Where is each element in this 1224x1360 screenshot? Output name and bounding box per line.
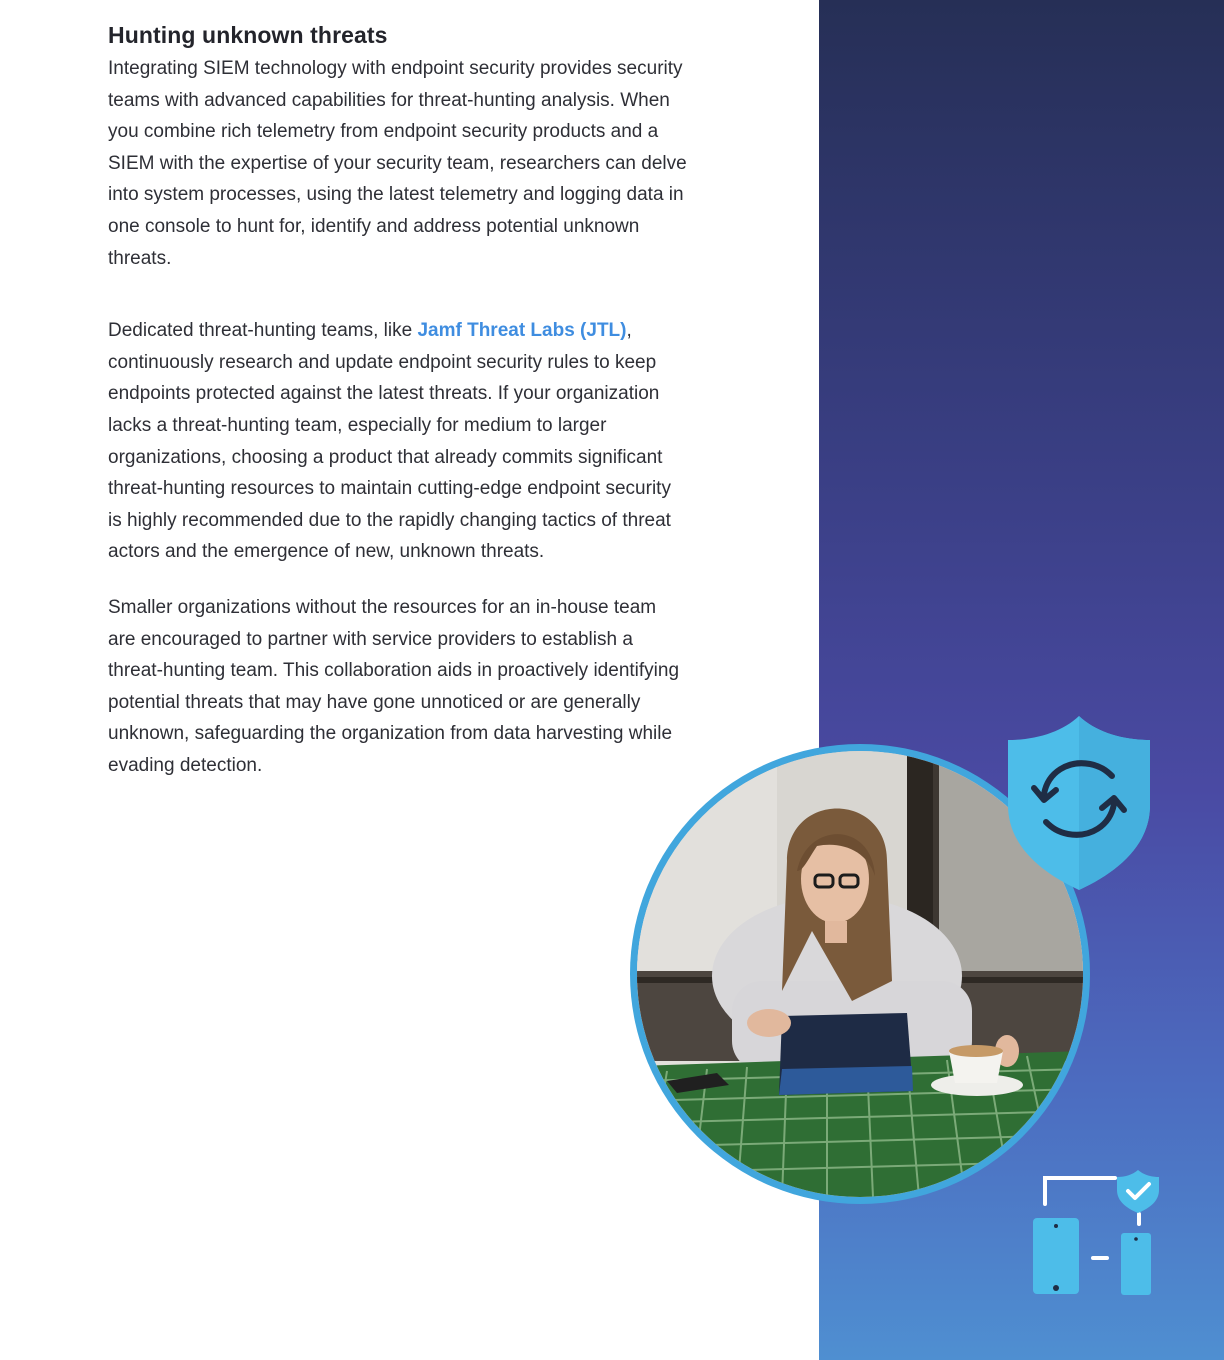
section-heading: Hunting unknown threats bbox=[108, 22, 388, 48]
paragraph-text: , continuously research and update endpoint security rules to keep endpoints protected against the latest threats. If your organization lacks a threat-hunting team, especially for medium to larger organizations, choosing a product that already commits significant threat-hunting resources to maintain cutting-edge endpoint security is highly recommended due to the rapidly changing tactics of threat actors and the emergence of new, unknown threats. bbox=[108, 320, 671, 563]
devices-shield-check-icon bbox=[1025, 1168, 1165, 1300]
shield-sync-icon bbox=[1000, 710, 1158, 895]
paragraph-text: Dedicated threat-hunting teams, like bbox=[108, 320, 418, 342]
jamf-threat-labs-link[interactable]: Jamf Threat Labs (JTL) bbox=[417, 320, 627, 342]
article bbox=[108, 22, 688, 781]
paragraph-threat-hunting-teams bbox=[108, 315, 688, 568]
paragraph-smaller-organizations: Smaller organizations without the resources for an in-house team are encouraged to partner with service providers to establish a threat-hunting team. This collaboration aids in proactively identifying potential threats that may have gone unnoticed or are generally unknown, safeguarding the organization from data harvesting while evading detection. bbox=[108, 596, 680, 776]
paragraph-siem-integration: Integrating SIEM technology with endpoint security provides security teams with advanced capabilities for threat-hunting analysis. When you combine rich telemetry from endpoint security products and a SIEM with the expertise of your security team, researchers can delve into system processes, using the latest telemetry and logging data in one console to hunt for, identify and address potential unknown threats. bbox=[108, 58, 687, 269]
